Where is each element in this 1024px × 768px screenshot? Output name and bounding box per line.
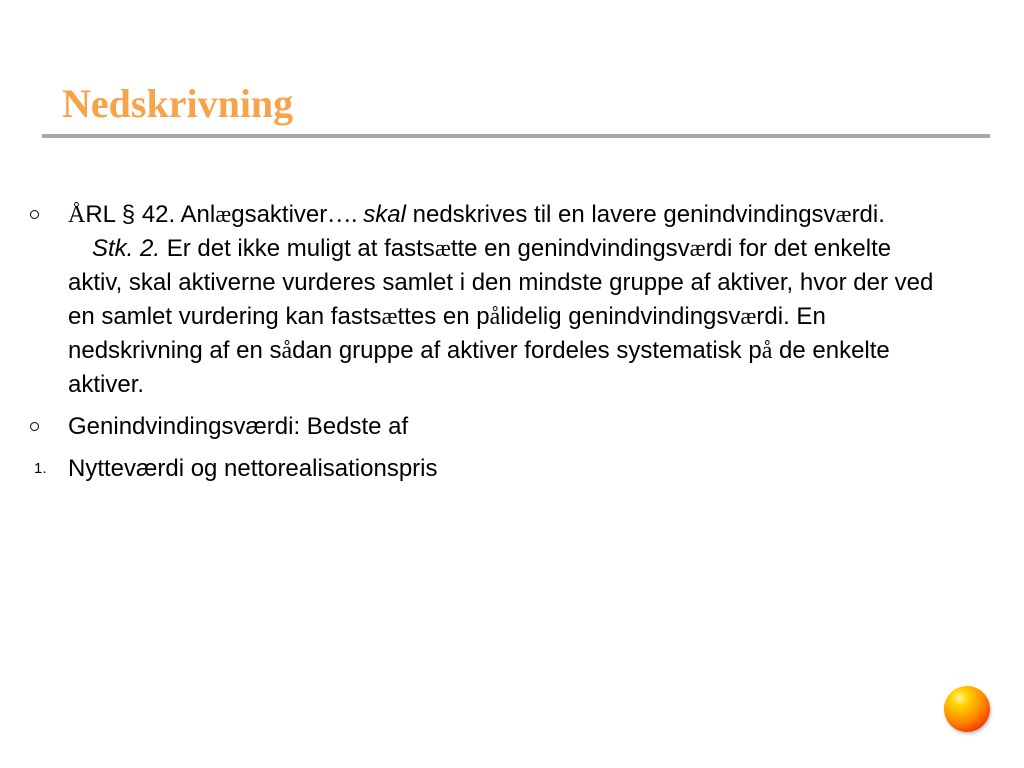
text-run: nedskrives til en lavere genindvindingsv <box>405 201 836 228</box>
text-run: gsaktiver <box>231 201 328 228</box>
text-run: lidelig genindvindingsv <box>500 303 741 330</box>
title-divider <box>42 134 990 138</box>
text-run: rdi. En nedskrivning af en s <box>68 303 826 364</box>
text-run: de enkelte aktiver. <box>68 337 890 398</box>
numbered-text: Nytteværdi og nettorealisationspris <box>68 455 438 482</box>
circle-bullet-icon <box>30 422 39 431</box>
text-run: æ <box>434 236 451 262</box>
numbered-item <box>30 452 950 486</box>
text-run: æ <box>689 236 706 262</box>
orange-orb-icon <box>944 686 990 732</box>
text-run: rdi. <box>851 201 885 228</box>
text-run: æ <box>215 202 232 228</box>
text-run: Å <box>68 202 86 228</box>
text-run: æ <box>381 304 398 330</box>
number-marker: 1. <box>34 460 47 477</box>
text-run: dan gruppe af aktiver fordeles systematisk p <box>292 337 762 364</box>
text-run: æ <box>835 202 852 228</box>
text-run: Er det ikke muligt at fasts <box>160 235 435 262</box>
text-run: tte en genindvindingsv <box>450 235 690 262</box>
bullet-item <box>30 198 950 402</box>
text-run: rdi for det enkelte aktiv, skal aktiverne vurderes samlet i den mindste gruppe af aktiver, hvor der ved en samlet vurdering kan fasts <box>68 235 934 330</box>
bullet-item <box>30 410 950 444</box>
text-run: å <box>761 338 773 364</box>
text-run: å <box>489 304 501 330</box>
text-run: å <box>281 338 293 364</box>
bullet-text: Genindvindingsværdi: Bedste af <box>68 413 409 440</box>
text-run-italic: skal <box>363 201 406 228</box>
slide-title: Nedskrivning <box>62 81 294 126</box>
circle-bullet-icon <box>30 210 39 219</box>
text-run: …. <box>327 202 364 228</box>
bullet-text <box>68 201 933 398</box>
text-run: RL § 42. Anl <box>85 201 216 228</box>
text-run: ttes en p <box>397 303 490 330</box>
text-run: æ <box>740 304 757 330</box>
slide-body <box>30 198 950 494</box>
text-run-italic: Stk. 2. <box>92 235 161 262</box>
